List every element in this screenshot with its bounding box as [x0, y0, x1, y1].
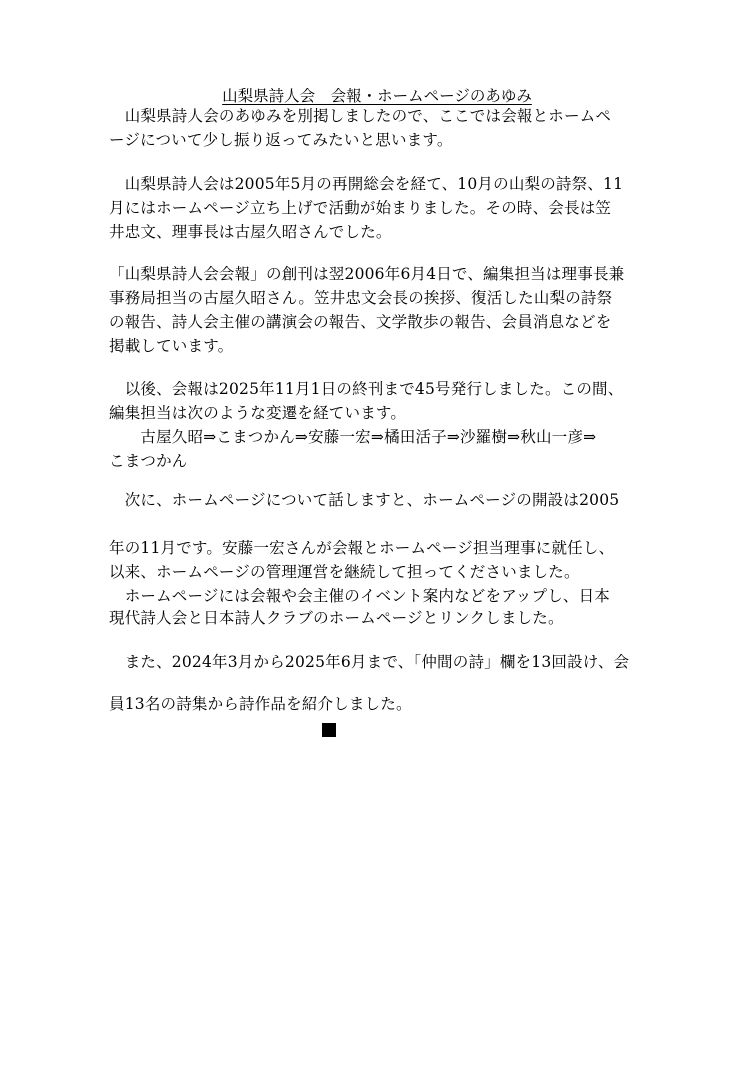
text-line: 編集担当は次のような変遷を経ています。: [109, 404, 407, 422]
text-line: また、2024年3月から2025年6月まで、「仲間の詩」欄を13回設け、会: [109, 653, 630, 671]
text-line: 山梨県詩人会は2005年5月の再開総会を経て、10月の山梨の詩祭、11: [109, 175, 624, 193]
text-line: 次に、ホームページについて話しますと、ホームページの開設は2005: [109, 491, 620, 509]
text-line: 現代詩人会と日本詩人クラブのホームページとリンクしました。: [109, 609, 564, 627]
text-line: 員13名の詩集から詩作品を紹介しました。: [109, 695, 412, 713]
text-line: 以後、会報は2025年11月1日の終刊まで45号発行しました。この間、: [109, 380, 624, 398]
document-title: 山梨県詩人会 会報・ホームページのあゆみ: [222, 87, 532, 105]
text-line: 井忠文、理事長は古屋久昭さんでした。: [109, 223, 392, 241]
text-line: こまつかん: [109, 452, 188, 470]
text-line: 事務局担当の古屋久昭さん。笠井忠文会長の挨拶、復活した山梨の詩祭: [109, 289, 613, 307]
text-line: 月にはホームページ立ち上げで活動が始まりました。その時、会長は笠: [109, 199, 612, 217]
text-line: 山梨県詩人会のあゆみを別掲しましたので、ここでは会報とホームペ: [109, 107, 612, 125]
text-line: ホームページには会報や会主催のイベント案内などをアップし、日本: [109, 587, 611, 605]
text-line: 掲載しています。: [109, 337, 234, 355]
text-line: ージについて少し振り返ってみたいと思います。: [109, 131, 453, 149]
end-mark-square: [322, 723, 336, 737]
text-line: 以来、ホームページの管理運営を継続して担ってくださいました。: [109, 563, 580, 581]
text-line: 古屋久昭⇒こまつかん⇒安藤一宏⇒橘田活子⇒沙羅樹⇒秋山一彦⇒: [109, 428, 597, 446]
text-line: 年の11月です。安藤一宏さんが会報とホームページ担当理事に就任し、: [109, 539, 615, 557]
text-line: の報告、詩人会主催の講演会の報告、文学散歩の報告、会員消息などを: [109, 313, 612, 331]
text-line: 「山梨県詩人会会報」の創刊は翌2006年6月4日で、編集担当は理事長兼: [109, 265, 625, 283]
